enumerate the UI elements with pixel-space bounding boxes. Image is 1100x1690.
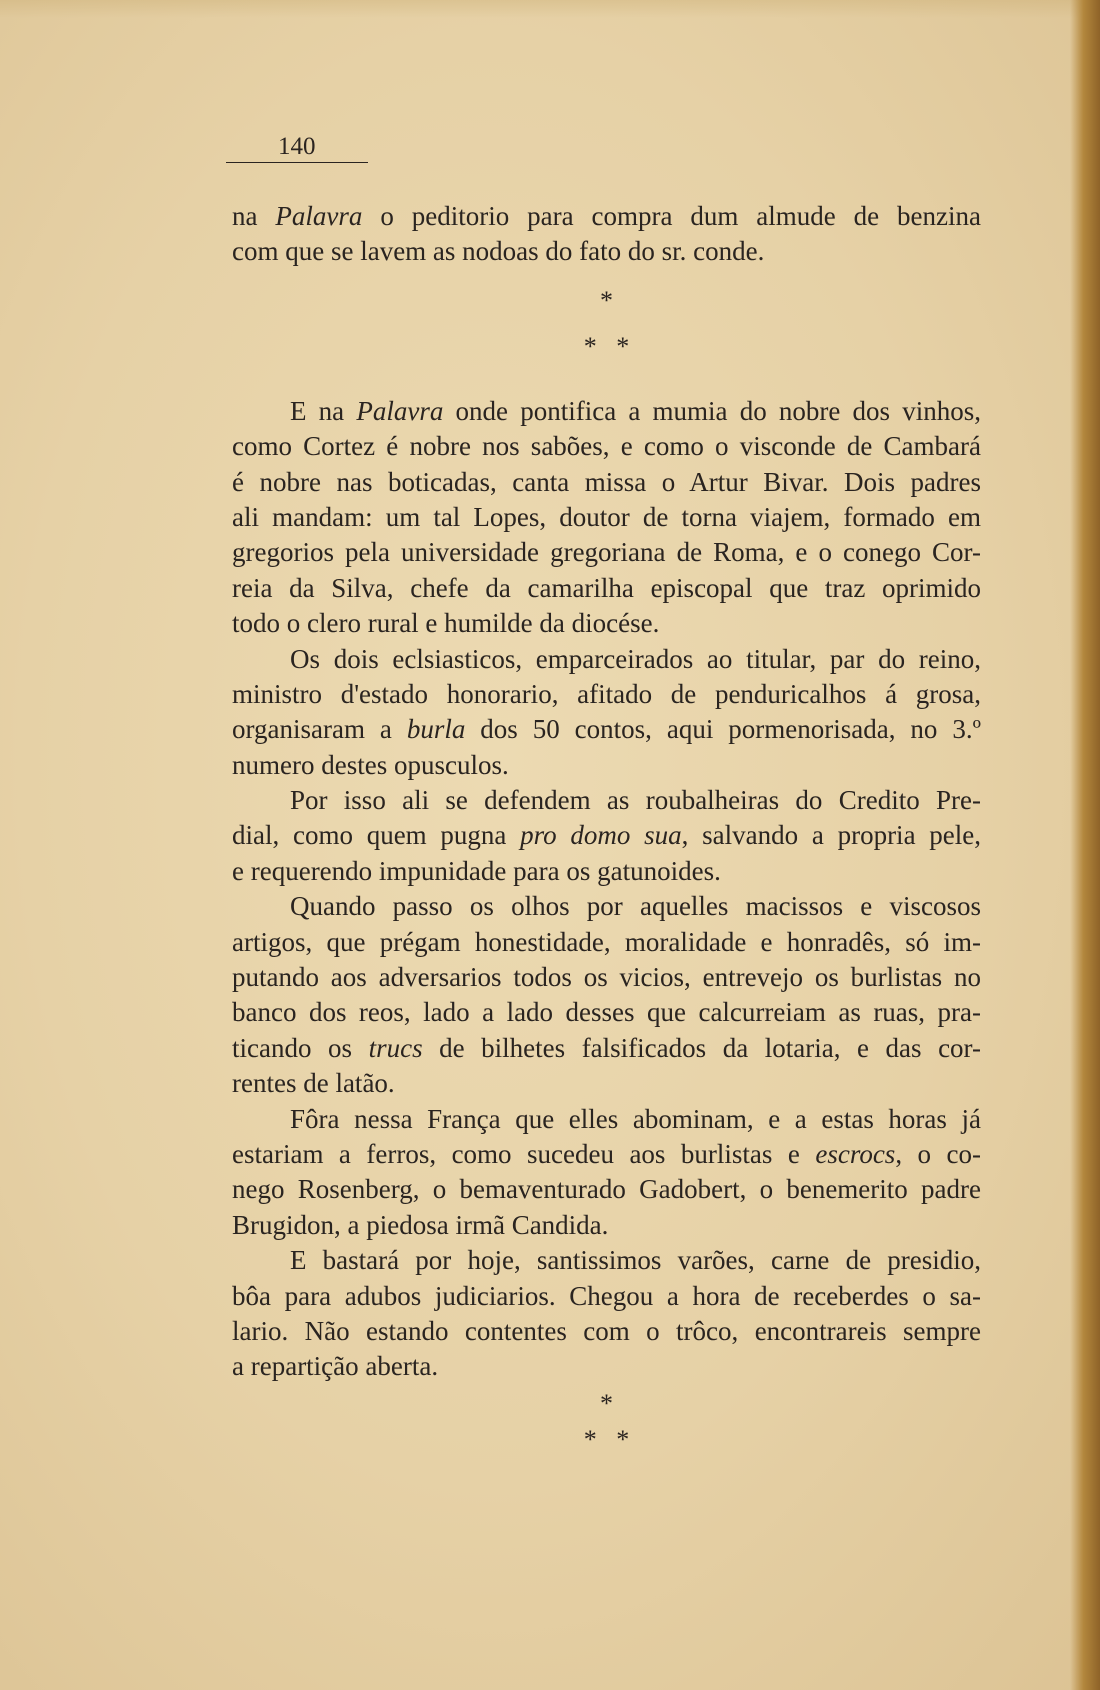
text-run: é nobre nas boticadas, canta missa o Artur Bivar. Dois padres [232, 466, 981, 497]
text-run: como Cortez é nobre nos sabões, e como o visconde de Cambará [232, 431, 981, 462]
text-line [232, 960, 981, 995]
text-run: dos 50 contos, aqui pormenorisada, no 3.º [465, 714, 981, 745]
text-line [232, 535, 981, 570]
text-run: dial, como quem pugna [232, 820, 521, 851]
text-run: numero destes opusculos. [232, 749, 509, 780]
text-run: Brugidon, a piedosa irmã Candida. [232, 1209, 609, 1240]
text-run: bôa para adubos judiciarios. Chegou a hora de receberdes o sa- [232, 1280, 981, 1311]
italic-text: burla [406, 714, 466, 745]
text-line [232, 889, 981, 924]
section-separator-end [232, 1385, 981, 1465]
text-run: com que se lavem as nodoas do fato do sr. conde. [232, 236, 765, 267]
text-line [232, 1208, 981, 1243]
text-line [232, 500, 981, 535]
text-run: lario. Não estando contentes com o trôco, encontrareis sempre [232, 1315, 981, 1346]
text-run: ali mandam: um tal Lopes, doutor de torna viajem, formado em [232, 501, 981, 532]
text-line [232, 1314, 981, 1349]
separator-stars-bottom: * * [583, 331, 630, 361]
text-line [232, 925, 981, 960]
text-run: a repartição aberta. [232, 1351, 439, 1382]
text-line [232, 1102, 981, 1137]
page-right-edge [1070, 0, 1100, 1690]
text-run: de bilhetes falsificados da lotaria, e das cor- [422, 1032, 981, 1063]
text-run: artigos, que prégam honestidade, moralidade e honradês, só im- [232, 926, 981, 957]
text-run: Quando passo os olhos por aquelles macissos e viscosos [290, 891, 981, 922]
paragraphs-main [232, 394, 981, 1385]
text-line [232, 818, 981, 853]
paragraph-continued [232, 199, 981, 270]
text-run: todo o clero rural e humilde da diocése. [232, 608, 660, 639]
text-run: ticando os [232, 1032, 369, 1063]
text-run: nego Rosenberg, o bemaventurado Gadobert, o benemerito padre [232, 1174, 981, 1205]
header-rule [226, 162, 368, 163]
page-top-shadow [0, 0, 1100, 18]
text-line [232, 854, 981, 889]
text-line [232, 1243, 981, 1278]
text-line [232, 429, 981, 464]
italic-text: Palavra [275, 201, 363, 231]
body-text [232, 199, 981, 1465]
text-line [232, 1031, 981, 1066]
text-line [232, 1349, 981, 1384]
text-line [232, 606, 981, 641]
text-run: e requerendo impunidade para os gatunoides. [232, 855, 721, 886]
text-run: gregorios pela universidade gregoriana de Roma, e o conego Cor- [232, 537, 981, 568]
separator-end-star-top: * [600, 1388, 613, 1418]
italic-text: Palavra [356, 395, 444, 426]
text-line [232, 199, 981, 234]
text-run: Os dois eclsiasticos, emparceirados ao titular, par do reino, [290, 643, 981, 674]
text-run: Por isso ali se defendem as roubalheiras do Credito Pre- [290, 785, 981, 816]
italic-text: trucs [368, 1032, 423, 1063]
text-line [232, 234, 981, 269]
text-run: putando aos adversarios todos os vicios, entrevejo os burlistas no [232, 962, 981, 993]
text-line [232, 712, 981, 747]
text-run: estariam a ferros, como sucedeu aos burlistas e [232, 1138, 816, 1169]
text-run: E bastará por hoje, santissimos varões, carne de presidio, [290, 1245, 981, 1276]
text-line [232, 642, 981, 677]
text-line [232, 1279, 981, 1314]
text-line [232, 783, 981, 818]
text-run: , salvando a propria pele, [681, 820, 982, 851]
text-run: o peditorio para compra dum almude de benzina [362, 201, 982, 231]
section-separator [232, 270, 981, 394]
text-line [232, 1066, 981, 1101]
text-line [232, 1172, 981, 1207]
text-run: , o co- [895, 1138, 981, 1169]
text-line [232, 748, 981, 783]
text-line [232, 1137, 981, 1172]
text-run: reia da Silva, chefe da camarilha episcopal que traz oprimido [232, 572, 981, 603]
text-run: na [232, 201, 276, 231]
text-run: organisaram a [232, 714, 407, 745]
page-number: 140 [278, 133, 316, 160]
text-line [232, 394, 981, 429]
text-run: ministro d'estado honorario, afitado de penduricalhos á grosa, [232, 678, 981, 709]
text-run: onde pontifica a mumia do nobre dos vinhos, [443, 395, 981, 426]
separator-end-stars-bottom: * * [583, 1424, 630, 1454]
separator-star-top: * [600, 285, 613, 315]
text-line [232, 571, 981, 606]
text-run: E na [290, 395, 357, 426]
text-run: Fôra nessa França que elles abominam, e a estas horas já [290, 1103, 981, 1134]
text-run: rentes de latão. [232, 1068, 395, 1099]
text-line [232, 995, 981, 1030]
text-run: banco dos reos, lado a lado desses que calcurreiam as ruas, pra- [232, 997, 981, 1028]
italic-text: escrocs [815, 1138, 896, 1169]
italic-text: pro domo sua [520, 820, 682, 851]
text-line [232, 677, 981, 712]
text-line [232, 465, 981, 500]
